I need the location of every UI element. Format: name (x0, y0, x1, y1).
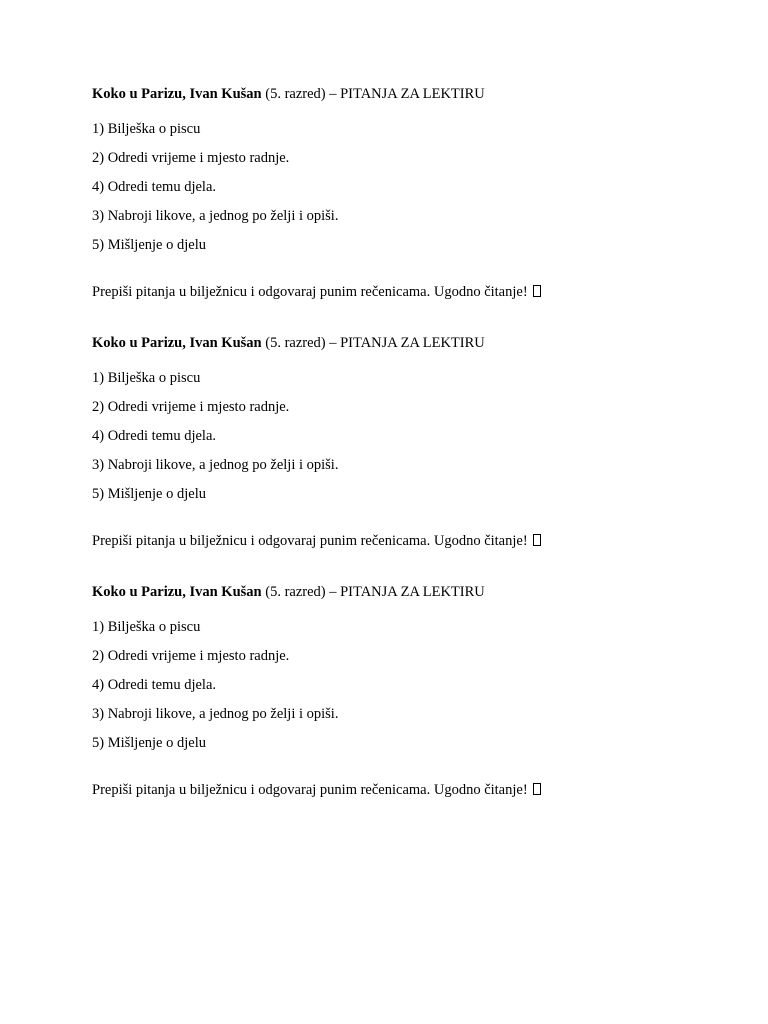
worksheet-block-3 (92, 582, 712, 800)
question-item: 4) Odredi temu djela. (92, 677, 217, 693)
worksheet-block-2 (92, 333, 712, 551)
question-item: 1) Bilješka o piscu (92, 619, 201, 635)
instruction-text: Prepiši pitanja u bilježnicu i odgovaraj punim rečenicama. Ugodno čitanje! (92, 782, 532, 798)
worksheet-title (92, 333, 712, 353)
question-item: 5) Mišljenje o djelu (92, 486, 206, 502)
missing-glyph-icon (533, 783, 541, 795)
title-book-author: Koko u Parizu, Ivan Kušan (92, 584, 262, 600)
missing-glyph-icon (533, 285, 541, 297)
question-item: 3) Nabroji likove, a jednog po želji i opiši. (92, 706, 339, 722)
instruction-text: Prepiši pitanja u bilježnicu i odgovaraj punim rečenicama. Ugodno čitanje! (92, 284, 532, 300)
document-page (92, 84, 712, 800)
instruction-note (92, 531, 712, 551)
title-book-author: Koko u Parizu, Ivan Kušan (92, 86, 262, 102)
title-grade-heading: (5. razred) – PITANJA ZA LEKTIRU (261, 86, 485, 102)
question-list (92, 617, 712, 753)
title-grade-heading: (5. razred) – PITANJA ZA LEKTIRU (261, 584, 485, 600)
title-grade-heading: (5. razred) – PITANJA ZA LEKTIRU (261, 335, 485, 351)
question-item: 5) Mišljenje o djelu (92, 237, 206, 253)
question-item: 2) Odredi vrijeme i mjesto radnje. (92, 648, 290, 664)
question-item: 2) Odredi vrijeme i mjesto radnje. (92, 399, 290, 415)
question-list (92, 119, 712, 255)
instruction-note (92, 282, 712, 302)
question-item: 2) Odredi vrijeme i mjesto radnje. (92, 150, 290, 166)
worksheet-title (92, 582, 712, 602)
question-item: 3) Nabroji likove, a jednog po želji i opiši. (92, 208, 339, 224)
title-book-author: Koko u Parizu, Ivan Kušan (92, 335, 262, 351)
missing-glyph-icon (533, 534, 541, 546)
question-item: 5) Mišljenje o djelu (92, 735, 206, 751)
question-item: 1) Bilješka o piscu (92, 121, 201, 137)
question-list (92, 368, 712, 504)
question-item: 4) Odredi temu djela. (92, 179, 217, 195)
instruction-text: Prepiši pitanja u bilježnicu i odgovaraj punim rečenicama. Ugodno čitanje! (92, 533, 532, 549)
worksheet-block-1 (92, 84, 712, 302)
worksheet-title (92, 84, 712, 104)
question-item: 1) Bilješka o piscu (92, 370, 201, 386)
instruction-note (92, 780, 712, 800)
question-item: 3) Nabroji likove, a jednog po želji i opiši. (92, 457, 339, 473)
question-item: 4) Odredi temu djela. (92, 428, 217, 444)
